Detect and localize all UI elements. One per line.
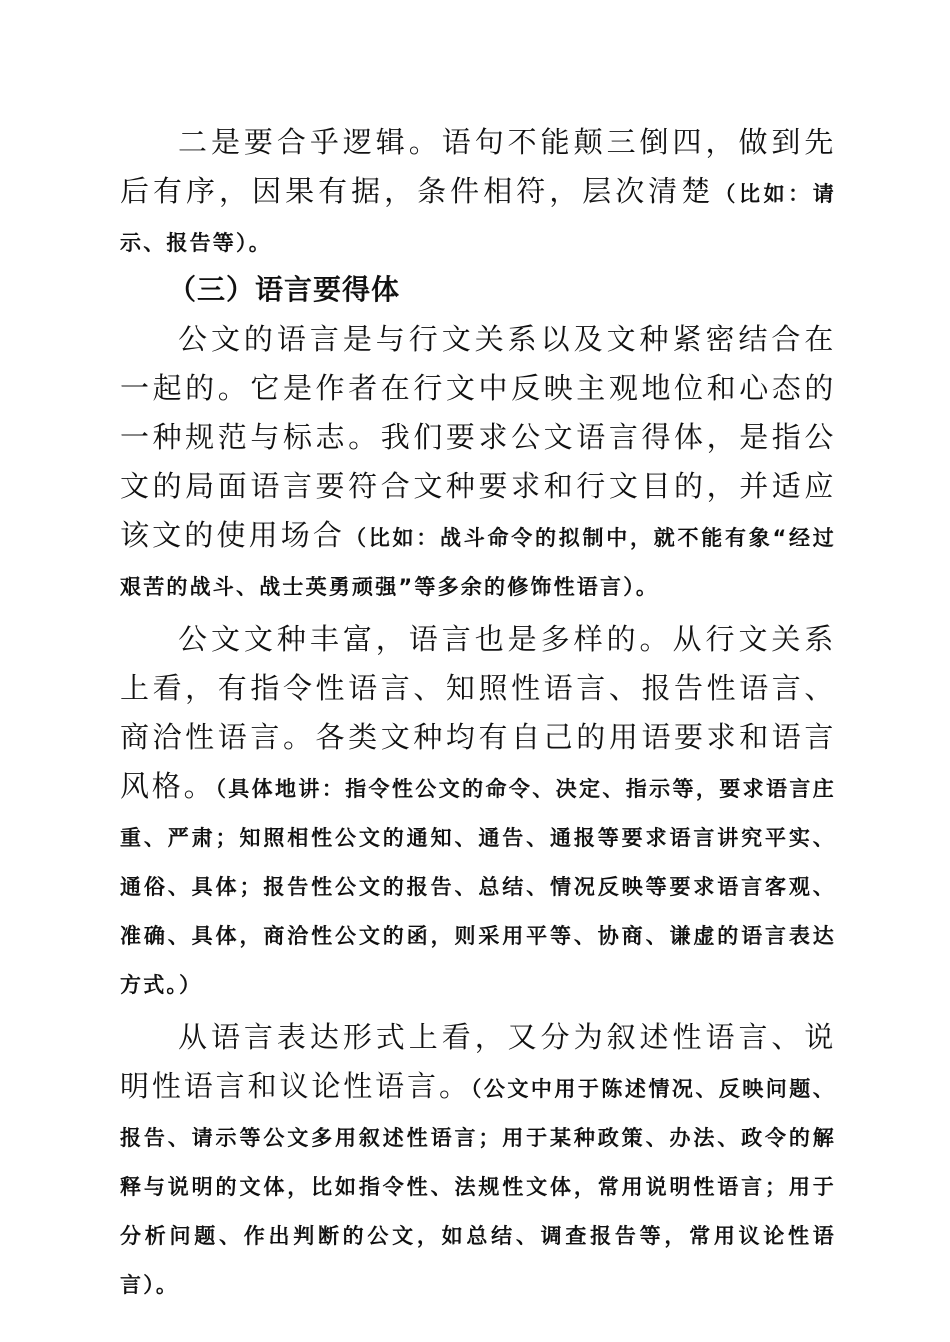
paragraph-note: （比如：请示、报告等）。 [120,182,836,255]
paragraph-note: （比如：战斗命令的拟制中，就不能有象“经过艰苦的战斗、战士英勇顽强”等多余的修饰性语言）。 [120,526,837,599]
paragraph-text: 公文的语言是与行文关系以及文种紧密结合在一起的。它是作者在行文中反映主观地位和心态的一种规范与标志。我们要求公文语言得体，是指公文的局面语言要符合文种要求和行文目的，并适应该文的使用场合 [120,322,836,552]
paragraph-text: 二是要合乎逻辑。语句不能颠三倒四，做到先后有序，因果有据，条件相符，层次清楚 [120,125,836,208]
paragraph-text: 从语言表达形式上看，又分为叙述性语言、说明性语言和议论性语言。 [120,1020,836,1103]
paragraph-note: （具体地讲：指令性公文的命令、决定、指示等，要求语言庄重、严肃；知照相性公文的通知、通告、通报等要求语言讲究平实、通俗、具体；报告性公文的报告、总结、情况反映等要求语言客观、准确、具体，商洽性公文的函，则采用平等、协商、谦虚的语言表达方式。） [120,777,836,997]
paragraph-note: （公文中用于陈述情况、反映问题、报告、请示等公文多用叙述性语言；用于某种政策、办法、政令的解释与说明的文体，比如指令性、法规性文体，常用说明性语言；用于分析问题、作出判断的公文，如总结、调查报告等，常用议论性语言）。 [120,1077,836,1297]
paragraph-variety [120,615,836,1007]
paragraph-expression-forms [120,1013,836,1307]
paragraph-text: 公文文种丰富，语言也是多样的。从行文关系上看，有指令性语言、知照性语言、报告性语言、商洽性语言。各类文种均有自己的用语要求和语言风格。 [120,622,836,803]
paragraph-appropriateness [120,315,836,609]
document-page [120,118,836,1307]
section-heading: （三）语言要得体 [168,273,401,306]
paragraph-logic [120,118,836,265]
